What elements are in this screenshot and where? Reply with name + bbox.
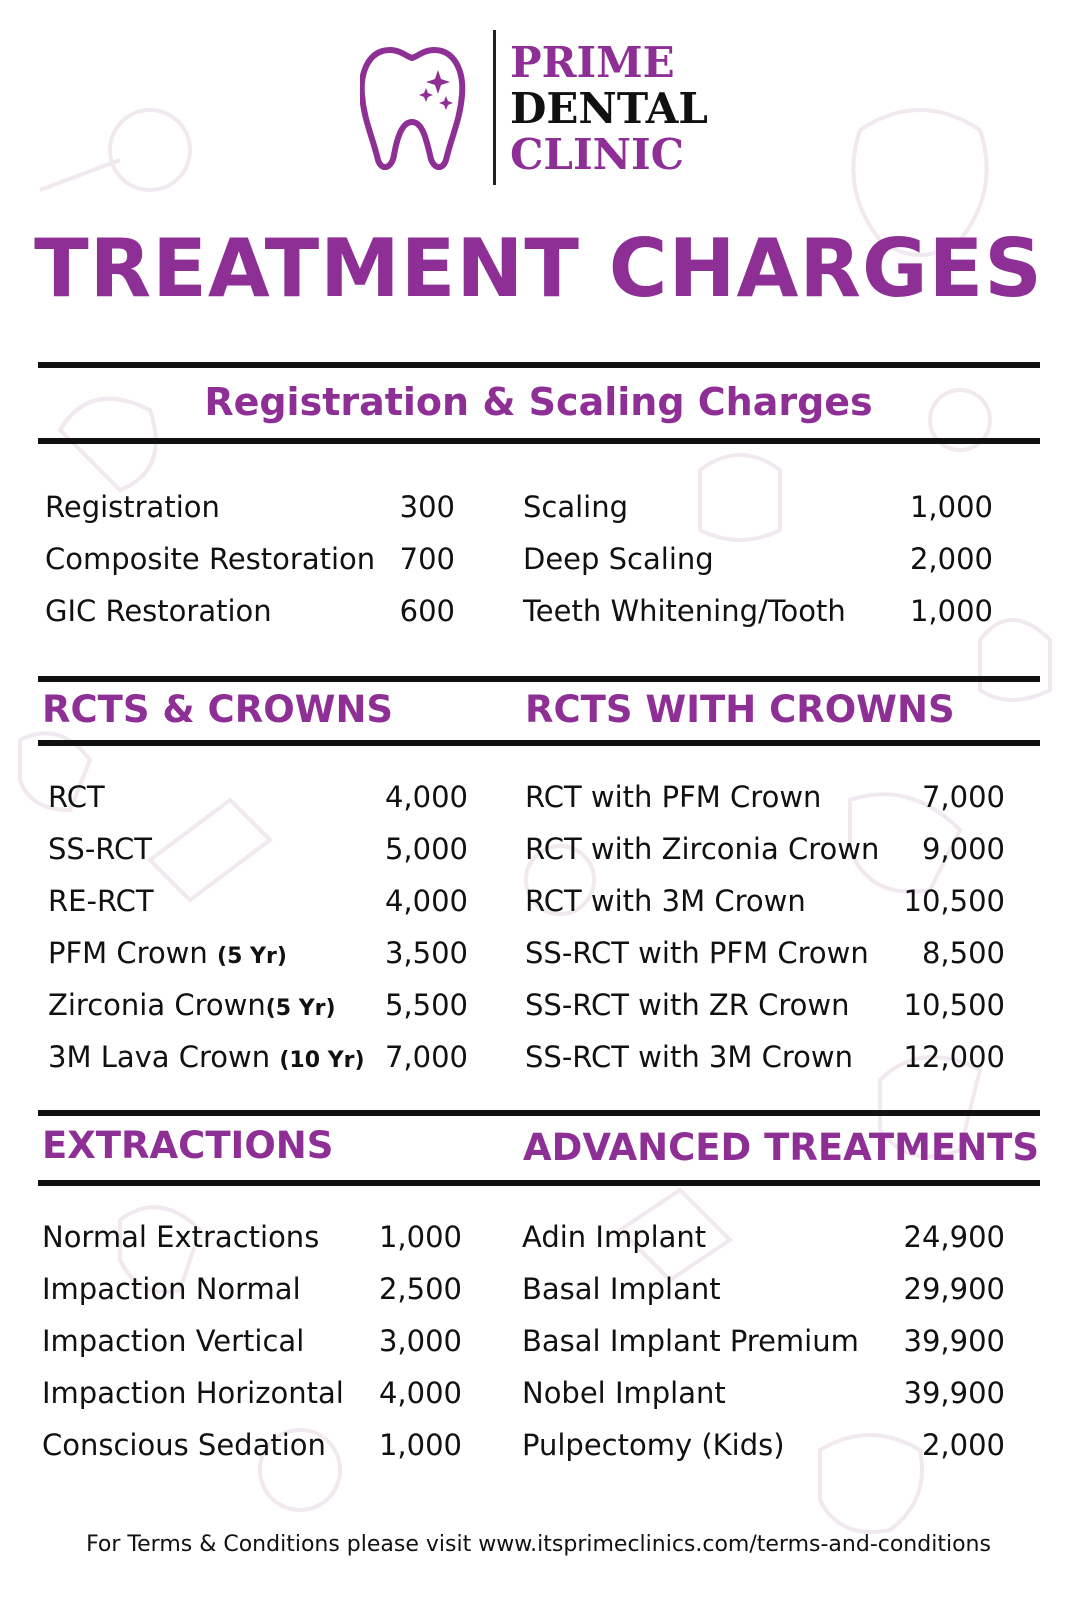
list-item bbox=[525, 832, 1005, 884]
item-price: 9,000 bbox=[921, 832, 1005, 866]
registration-list-right bbox=[523, 490, 993, 646]
divider-rule bbox=[38, 740, 1040, 746]
list-item bbox=[525, 988, 1005, 1040]
item-name: Normal Extractions bbox=[42, 1220, 320, 1254]
item-price: 4,000 bbox=[384, 884, 468, 918]
extractions-list bbox=[42, 1220, 462, 1480]
item-price: 10,500 bbox=[903, 988, 1005, 1022]
logo-divider bbox=[493, 30, 496, 185]
divider-rule bbox=[38, 676, 1040, 682]
list-item bbox=[48, 988, 468, 1040]
item-name: Nobel Implant bbox=[522, 1376, 726, 1410]
item-price: 4,000 bbox=[384, 780, 468, 814]
rcts-list-left bbox=[48, 780, 468, 1092]
item-name: Adin Implant bbox=[522, 1220, 707, 1254]
rcts-list-right bbox=[525, 780, 1005, 1092]
item-price: 29,900 bbox=[903, 1272, 1005, 1306]
list-item bbox=[522, 1220, 1005, 1272]
item-price: 7,000 bbox=[384, 1040, 468, 1074]
list-item bbox=[48, 1040, 468, 1092]
item-name: Impaction Horizontal bbox=[42, 1376, 344, 1410]
item-name: Basal Implant Premium bbox=[522, 1324, 859, 1358]
item-name: PFM Crown (5 Yr) bbox=[48, 936, 287, 970]
item-name: RCT with 3M Crown bbox=[525, 884, 806, 918]
item-name: Deep Scaling bbox=[523, 542, 714, 576]
item-price: 7,000 bbox=[921, 780, 1005, 814]
item-name: SS-RCT with ZR Crown bbox=[525, 988, 850, 1022]
item-price: 5,000 bbox=[384, 832, 468, 866]
list-item bbox=[42, 1220, 462, 1272]
item-name: Teeth Whitening/Tooth bbox=[523, 594, 846, 628]
item-price: 300 bbox=[399, 490, 455, 524]
section-heading-advanced-treatments: ADVANCED TREATMENTS bbox=[523, 1126, 1040, 1169]
item-name: RCT with PFM Crown bbox=[525, 780, 822, 814]
item-price: 3,500 bbox=[384, 936, 468, 970]
list-item bbox=[522, 1272, 1005, 1324]
item-name: Composite Restoration bbox=[45, 542, 376, 576]
item-price: 10,500 bbox=[903, 884, 1005, 918]
advanced-treatments-list bbox=[522, 1220, 1005, 1480]
item-price: 1,000 bbox=[909, 490, 993, 524]
page-title: TREATMENT CHARGES bbox=[34, 222, 1043, 315]
section-heading-rcts-with-crowns: RCTS WITH CROWNS bbox=[525, 688, 955, 731]
item-name: RE-RCT bbox=[48, 884, 154, 918]
item-name: RCT with Zirconia Crown bbox=[525, 832, 880, 866]
section-heading-extractions: EXTRACTIONS bbox=[42, 1124, 334, 1167]
tooth-icon bbox=[360, 40, 480, 170]
list-item bbox=[42, 1272, 462, 1324]
item-name: SS-RCT with 3M Crown bbox=[525, 1040, 853, 1074]
item-price: 24,900 bbox=[903, 1220, 1005, 1254]
item-price: 39,900 bbox=[903, 1324, 1005, 1358]
item-name: GIC Restoration bbox=[45, 594, 272, 628]
item-name: 3M Lava Crown (10 Yr) bbox=[48, 1040, 365, 1074]
list-item bbox=[45, 594, 455, 646]
list-item bbox=[45, 490, 455, 542]
item-name: Scaling bbox=[523, 490, 629, 524]
list-item bbox=[45, 542, 455, 594]
clinic-logo bbox=[360, 30, 708, 190]
item-price: 2,000 bbox=[909, 542, 993, 576]
item-price: 2,000 bbox=[921, 1428, 1005, 1462]
item-name: Basal Implant bbox=[522, 1272, 721, 1306]
item-name: SS-RCT with PFM Crown bbox=[525, 936, 869, 970]
section-heading-registration: Registration & Scaling Charges bbox=[204, 380, 873, 424]
list-item bbox=[523, 594, 993, 646]
item-price: 1,000 bbox=[378, 1428, 462, 1462]
list-item bbox=[48, 884, 468, 936]
item-price: 4,000 bbox=[378, 1376, 462, 1410]
item-name: RCT bbox=[48, 780, 105, 814]
divider-rule bbox=[38, 1110, 1040, 1116]
list-item bbox=[523, 542, 993, 594]
item-price: 5,500 bbox=[384, 988, 468, 1022]
item-name: Conscious Sedation bbox=[42, 1428, 326, 1462]
item-name: SS-RCT bbox=[48, 832, 152, 866]
item-price: 700 bbox=[399, 542, 455, 576]
clinic-name-line2: DENTAL bbox=[510, 84, 708, 133]
list-item bbox=[42, 1428, 462, 1480]
list-item bbox=[42, 1324, 462, 1376]
list-item bbox=[525, 780, 1005, 832]
item-price: 1,000 bbox=[378, 1220, 462, 1254]
item-name: Pulpectomy (Kids) bbox=[522, 1428, 785, 1462]
item-price: 12,000 bbox=[903, 1040, 1005, 1074]
clinic-name-line1: PRIME bbox=[510, 38, 675, 87]
footer-terms-text: For Terms & Conditions please visit www.itsprimeclinics.com/terms-and-conditions bbox=[86, 1532, 991, 1557]
list-item bbox=[522, 1324, 1005, 1376]
list-item bbox=[48, 780, 468, 832]
list-item bbox=[522, 1428, 1005, 1480]
item-price: 1,000 bbox=[909, 594, 993, 628]
item-name: Registration bbox=[45, 490, 220, 524]
item-name: Impaction Vertical bbox=[42, 1324, 305, 1358]
divider-rule bbox=[38, 362, 1040, 368]
item-name: Impaction Normal bbox=[42, 1272, 301, 1306]
list-item bbox=[522, 1376, 1005, 1428]
divider-rule bbox=[38, 438, 1040, 444]
divider-rule bbox=[38, 1180, 1040, 1186]
list-item bbox=[525, 936, 1005, 988]
item-price: 39,900 bbox=[903, 1376, 1005, 1410]
item-name: Zirconia Crown(5 Yr) bbox=[48, 988, 336, 1022]
list-item bbox=[523, 490, 993, 542]
item-price: 3,000 bbox=[378, 1324, 462, 1358]
item-price: 600 bbox=[399, 594, 455, 628]
list-item bbox=[42, 1376, 462, 1428]
section-heading-rcts-crowns: RCTS & CROWNS bbox=[42, 688, 394, 731]
item-price: 8,500 bbox=[921, 936, 1005, 970]
item-price: 2,500 bbox=[378, 1272, 462, 1306]
list-item bbox=[525, 1040, 1005, 1092]
registration-list-left bbox=[45, 490, 455, 646]
clinic-name bbox=[510, 40, 708, 178]
list-item bbox=[48, 832, 468, 884]
list-item bbox=[525, 884, 1005, 936]
list-item bbox=[48, 936, 468, 988]
clinic-name-line3: CLINIC bbox=[510, 130, 685, 179]
